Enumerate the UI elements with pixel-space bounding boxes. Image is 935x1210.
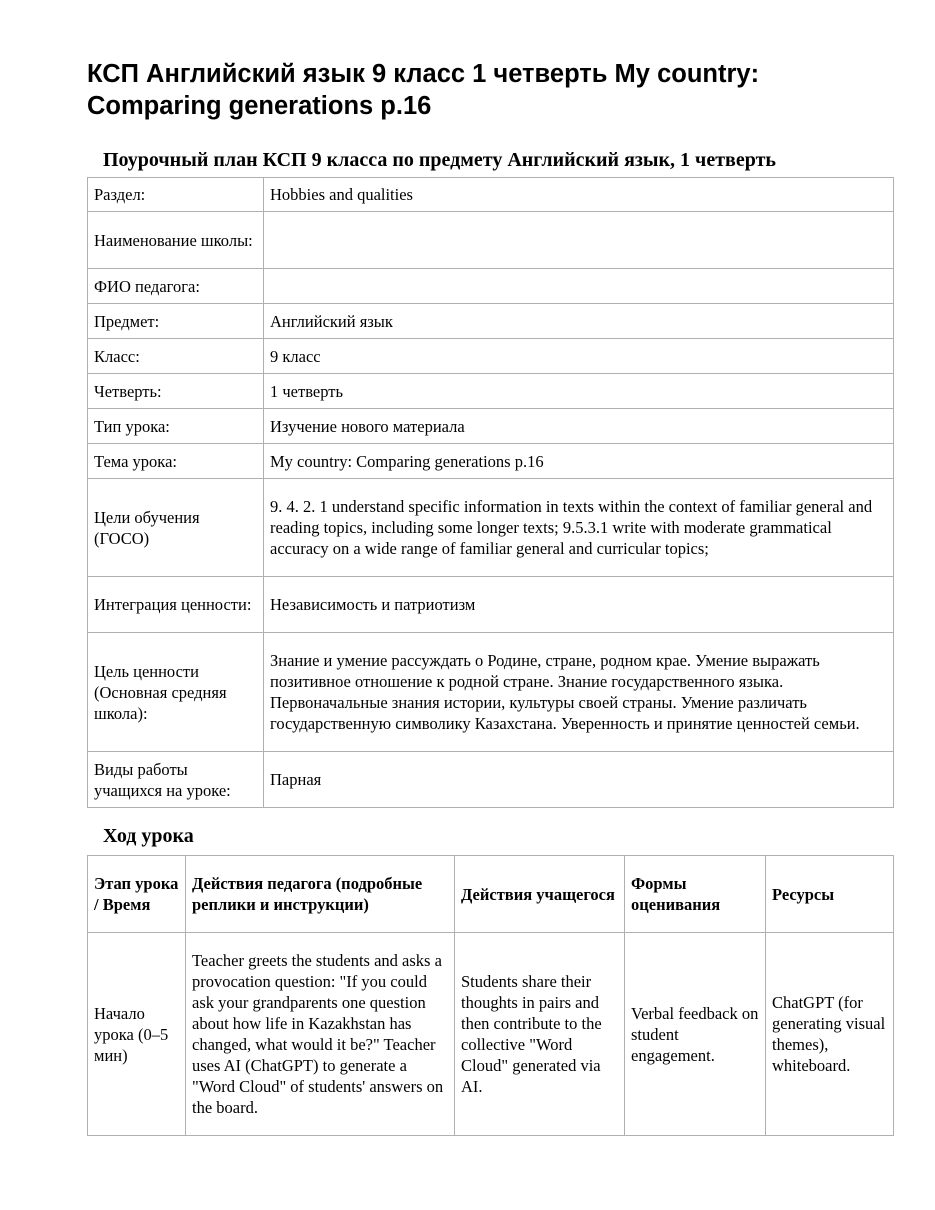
info-value: 9. 4. 2. 1 understand specific information in texts within the context of familiar general and reading topics, including some longer texts; 9.5.3.1 write with moderate grammatical accuracy on a wide range of familiar general and curricular topics;	[264, 479, 894, 577]
lesson-progress-table	[87, 855, 894, 1136]
info-value: Изучение нового материала	[264, 409, 894, 444]
info-value: Hobbies and qualities	[264, 178, 894, 212]
info-value: 1 четверть	[264, 374, 894, 409]
table-row	[88, 444, 894, 479]
info-label: Наименование школы:	[88, 212, 264, 269]
info-label: Тема урока:	[88, 444, 264, 479]
info-label: Раздел:	[88, 178, 264, 212]
column-header-stage: Этап урока / Время	[88, 856, 186, 933]
info-label: Виды работы учащихся на уроке:	[88, 752, 264, 808]
info-value	[264, 269, 894, 304]
table-row	[88, 752, 894, 808]
column-header-resources: Ресурсы	[766, 856, 894, 933]
info-label: Класс:	[88, 339, 264, 374]
info-label: Интеграция ценности:	[88, 577, 264, 633]
table-header-row	[88, 856, 894, 933]
lesson-info-table	[87, 177, 894, 808]
info-label: Четверть:	[88, 374, 264, 409]
column-header-teacher-actions: Действия педагога (подробные реплики и инструкции)	[186, 856, 455, 933]
document-page	[87, 58, 893, 1136]
info-label: Предмет:	[88, 304, 264, 339]
resources-cell: ChatGPT (for generating visual themes), whiteboard.	[766, 933, 894, 1136]
table-row	[88, 269, 894, 304]
assessment-cell: Verbal feedback on student engagement.	[625, 933, 766, 1136]
info-value: Парная	[264, 752, 894, 808]
plan-heading: Поурочный план КСП 9 класса по предмету Английский язык, 1 четверть	[103, 149, 776, 171]
table-row	[88, 409, 894, 444]
teacher-actions-cell: Teacher greets the students and asks a provocation question: "If you could ask your grandparents one question about how life in Kazakhstan has changed, what would it be?" Teacher uses AI (ChatGPT) to generate a "Word Cloud" of students' answers on the board.	[186, 933, 455, 1136]
info-value	[264, 212, 894, 269]
info-label: Цель ценности (Основная средняя школа):	[88, 633, 264, 752]
column-header-student-actions: Действия учащегося	[455, 856, 625, 933]
info-value: Знание и умение рассуждать о Родине, стране, родном крае. Умение выражать позитивное отношение к родной стране. Знание государственного языка. Первоначальные знания истории, культуры своей страны. Умение различать государственную символику Казахстана. Уверенность и принятие ценностей семьи.	[264, 633, 894, 752]
table-row	[88, 212, 894, 269]
document-title: КСП Английский язык 9 класс 1 четверть My country: Comparing generations p.16	[87, 60, 760, 120]
table-row	[88, 178, 894, 212]
student-actions-cell: Students share their thoughts in pairs and then contribute to the collective "Word Cloud" generated via AI.	[455, 933, 625, 1136]
lesson-progress-heading: Ход урока	[103, 825, 194, 847]
table-row	[88, 304, 894, 339]
table-row	[88, 933, 894, 1136]
info-value: 9 класс	[264, 339, 894, 374]
info-label: Цели обучения (ГОСО)	[88, 479, 264, 577]
column-header-assessment: Формы оценивания	[625, 856, 766, 933]
table-row	[88, 374, 894, 409]
table-row	[88, 479, 894, 577]
info-value: Английский язык	[264, 304, 894, 339]
table-row	[88, 633, 894, 752]
table-row	[88, 577, 894, 633]
table-row	[88, 339, 894, 374]
info-value: My country: Comparing generations p.16	[264, 444, 894, 479]
stage-cell: Начало урока (0–5 мин)	[88, 933, 186, 1136]
info-label: ФИО педагога:	[88, 269, 264, 304]
info-value: Независимость и патриотизм	[264, 577, 894, 633]
info-label: Тип урока:	[88, 409, 264, 444]
